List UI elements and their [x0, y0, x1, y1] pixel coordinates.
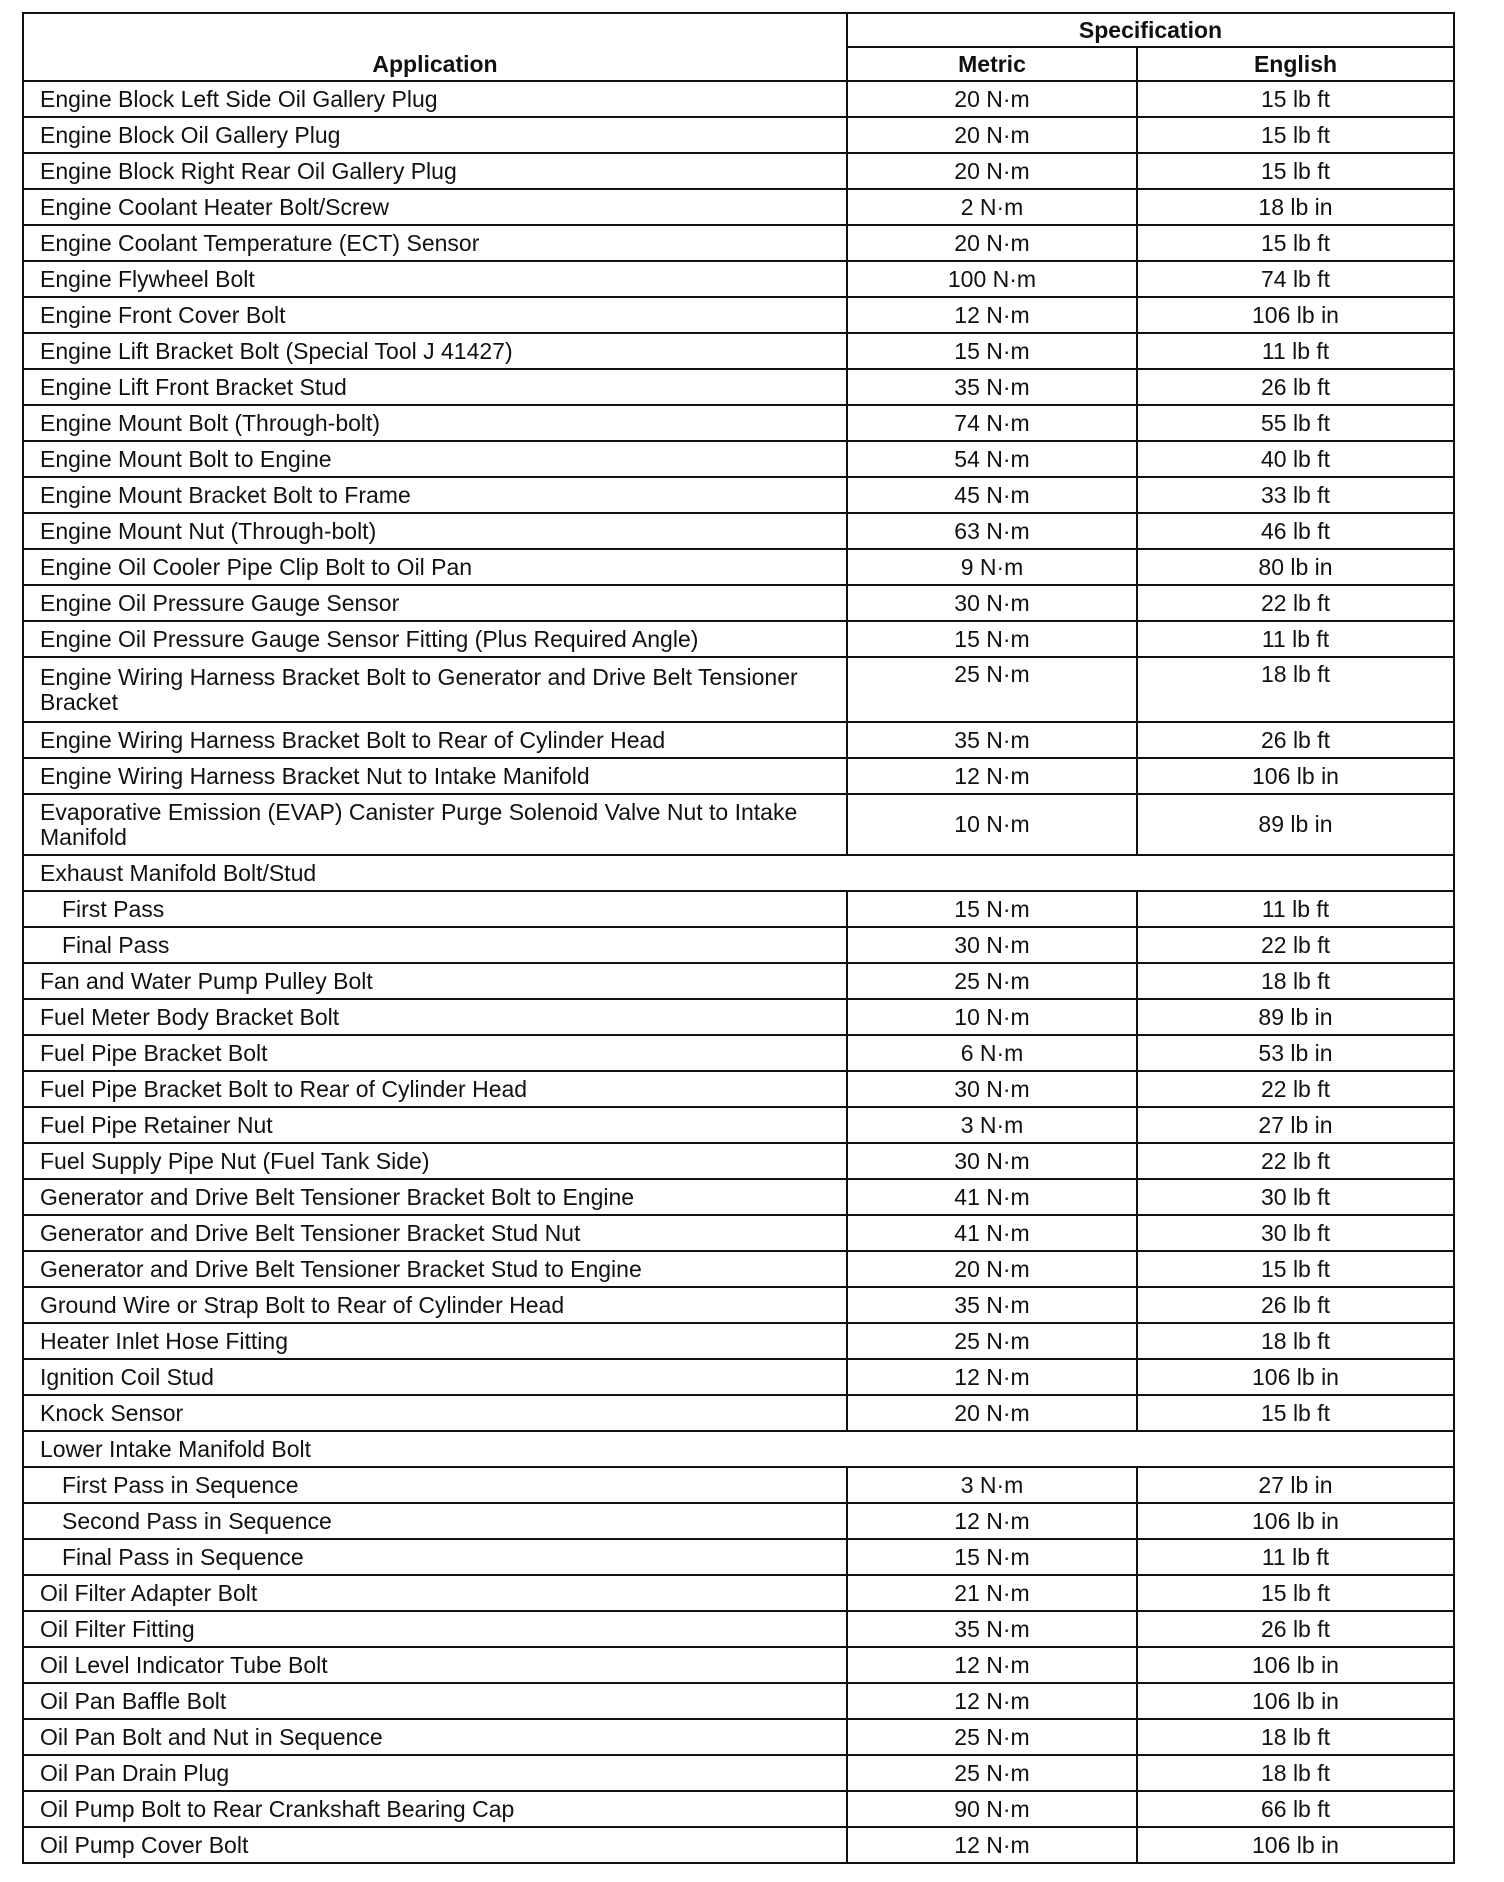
table-row: [23, 1359, 1454, 1395]
metric-cell: 30 N·m: [847, 927, 1137, 963]
application-cell: Engine Block Right Rear Oil Gallery Plug: [23, 153, 847, 189]
table-row: [23, 297, 1454, 333]
metric-cell: 74 N·m: [847, 405, 1137, 441]
english-cell: 27 lb in: [1137, 1107, 1454, 1143]
metric-cell: 12 N·m: [847, 1503, 1137, 1539]
english-cell: 11 lb ft: [1137, 621, 1454, 657]
metric-cell: 20 N·m: [847, 117, 1137, 153]
english-cell: 22 lb ft: [1137, 1071, 1454, 1107]
metric-cell: 20 N·m: [847, 1251, 1137, 1287]
application-cell: Engine Coolant Heater Bolt/Screw: [23, 189, 847, 225]
english-cell: 66 lb ft: [1137, 1791, 1454, 1827]
english-cell: 55 lb ft: [1137, 405, 1454, 441]
table-row: [23, 369, 1454, 405]
application-cell: Engine Front Cover Bolt: [23, 297, 847, 333]
metric-cell: 12 N·m: [847, 758, 1137, 794]
application-cell: Generator and Drive Belt Tensioner Bracket Stud Nut: [23, 1215, 847, 1251]
metric-cell: 15 N·m: [847, 1539, 1137, 1575]
table-row: [23, 1143, 1454, 1179]
table-row: [23, 1071, 1454, 1107]
metric-cell: 100 N·m: [847, 261, 1137, 297]
application-cell: Fuel Pipe Bracket Bolt to Rear of Cylinder Head: [23, 1071, 847, 1107]
application-cell: Engine Wiring Harness Bracket Bolt to Rear of Cylinder Head: [23, 722, 847, 758]
metric-cell: 9 N·m: [847, 549, 1137, 585]
english-cell: 15 lb ft: [1137, 1251, 1454, 1287]
table-row: [23, 441, 1454, 477]
application-cell: Ignition Coil Stud: [23, 1359, 847, 1395]
english-cell: 11 lb ft: [1137, 1539, 1454, 1575]
application-cell: Engine Oil Pressure Gauge Sensor Fitting (Plus Required Angle): [23, 621, 847, 657]
application-cell: Engine Lift Bracket Bolt (Special Tool J 41427): [23, 333, 847, 369]
english-cell: 27 lb in: [1137, 1467, 1454, 1503]
table-row: [23, 1719, 1454, 1755]
application-cell: Oil Pan Drain Plug: [23, 1755, 847, 1791]
application-cell: Engine Mount Bracket Bolt to Frame: [23, 477, 847, 513]
application-cell: Engine Oil Pressure Gauge Sensor: [23, 585, 847, 621]
table-row: [23, 891, 1454, 927]
table-row: [23, 477, 1454, 513]
metric-cell: 45 N·m: [847, 477, 1137, 513]
table-row: [23, 1215, 1454, 1251]
table-header: [23, 13, 1454, 81]
metric-cell: 12 N·m: [847, 1359, 1137, 1395]
english-cell: 15 lb ft: [1137, 1395, 1454, 1431]
metric-column-header: Metric: [847, 47, 1137, 81]
metric-cell: 25 N·m: [847, 1323, 1137, 1359]
english-cell: 26 lb ft: [1137, 722, 1454, 758]
english-cell: 15 lb ft: [1137, 117, 1454, 153]
english-cell: 106 lb in: [1137, 1503, 1454, 1539]
application-cell: Fuel Pipe Bracket Bolt: [23, 1035, 847, 1071]
english-cell: 53 lb in: [1137, 1035, 1454, 1071]
table-row: [23, 1251, 1454, 1287]
application-cell: Second Pass in Sequence: [23, 1503, 847, 1539]
metric-cell: 20 N·m: [847, 153, 1137, 189]
metric-cell: 25 N·m: [847, 657, 1137, 722]
english-cell: 18 lb ft: [1137, 1719, 1454, 1755]
english-cell: 11 lb ft: [1137, 333, 1454, 369]
english-cell: 15 lb ft: [1137, 1575, 1454, 1611]
table-row: [23, 333, 1454, 369]
application-cell: First Pass in Sequence: [23, 1467, 847, 1503]
english-cell: 106 lb in: [1137, 297, 1454, 333]
english-cell: 30 lb ft: [1137, 1179, 1454, 1215]
metric-cell: 30 N·m: [847, 1143, 1137, 1179]
metric-cell: 21 N·m: [847, 1575, 1137, 1611]
metric-cell: 54 N·m: [847, 441, 1137, 477]
application-cell: Final Pass: [23, 927, 847, 963]
application-cell: Engine Flywheel Bolt: [23, 261, 847, 297]
table-row: [23, 1179, 1454, 1215]
application-cell: First Pass: [23, 891, 847, 927]
metric-cell: 41 N·m: [847, 1179, 1137, 1215]
english-cell: 33 lb ft: [1137, 477, 1454, 513]
metric-cell: 35 N·m: [847, 722, 1137, 758]
application-cell: Oil Pan Baffle Bolt: [23, 1683, 847, 1719]
header-row-top: [23, 13, 1454, 47]
metric-cell: 3 N·m: [847, 1467, 1137, 1503]
table-row: [23, 261, 1454, 297]
metric-cell: 15 N·m: [847, 333, 1137, 369]
metric-cell: 12 N·m: [847, 1647, 1137, 1683]
table-row: [23, 999, 1454, 1035]
english-cell: 15 lb ft: [1137, 153, 1454, 189]
metric-cell: 3 N·m: [847, 1107, 1137, 1143]
table-row: [23, 1287, 1454, 1323]
metric-cell: 35 N·m: [847, 369, 1137, 405]
application-cell: Engine Block Left Side Oil Gallery Plug: [23, 81, 847, 117]
table-row: [23, 657, 1454, 722]
table-row: [23, 1755, 1454, 1791]
metric-cell: 90 N·m: [847, 1791, 1137, 1827]
application-cell: Oil Filter Adapter Bolt: [23, 1575, 847, 1611]
table-row: [23, 758, 1454, 794]
table-row: [23, 1035, 1454, 1071]
english-cell: 18 lb ft: [1137, 1323, 1454, 1359]
table-group-row: [23, 855, 1454, 891]
application-cell: Exhaust Manifold Bolt/Stud: [23, 855, 1454, 891]
english-cell: 30 lb ft: [1137, 1215, 1454, 1251]
table-row: [23, 1539, 1454, 1575]
application-cell: Heater Inlet Hose Fitting: [23, 1323, 847, 1359]
application-cell: Oil Pump Bolt to Rear Crankshaft Bearing Cap: [23, 1791, 847, 1827]
table-group-row: [23, 1431, 1454, 1467]
table-row: [23, 963, 1454, 999]
english-cell: 26 lb ft: [1137, 1287, 1454, 1323]
english-cell: 18 lb ft: [1137, 963, 1454, 999]
table-row: [23, 1647, 1454, 1683]
table-row: [23, 189, 1454, 225]
application-cell: Engine Lift Front Bracket Stud: [23, 369, 847, 405]
metric-cell: 35 N·m: [847, 1611, 1137, 1647]
metric-cell: 10 N·m: [847, 794, 1137, 855]
english-cell: 22 lb ft: [1137, 927, 1454, 963]
application-cell: Generator and Drive Belt Tensioner Bracket Stud to Engine: [23, 1251, 847, 1287]
application-cell: Generator and Drive Belt Tensioner Bracket Bolt to Engine: [23, 1179, 847, 1215]
english-column-header: English: [1137, 47, 1454, 81]
english-cell: 26 lb ft: [1137, 1611, 1454, 1647]
metric-cell: 35 N·m: [847, 1287, 1137, 1323]
table-row: [23, 1791, 1454, 1827]
table-row: [23, 81, 1454, 117]
metric-cell: 30 N·m: [847, 1071, 1137, 1107]
english-cell: 18 lb ft: [1137, 1755, 1454, 1791]
english-cell: 15 lb ft: [1137, 81, 1454, 117]
table-row: [23, 585, 1454, 621]
table-row: [23, 1323, 1454, 1359]
application-column-header: Application: [23, 13, 847, 81]
english-cell: 22 lb ft: [1137, 1143, 1454, 1179]
application-cell: Evaporative Emission (EVAP) Canister Purge Solenoid Valve Nut to Intake Manifold: [23, 794, 847, 855]
application-cell: Oil Pump Cover Bolt: [23, 1827, 847, 1863]
application-cell: Engine Wiring Harness Bracket Bolt to Generator and Drive Belt Tensioner Bracket: [23, 657, 847, 722]
application-cell: Engine Wiring Harness Bracket Nut to Intake Manifold: [23, 758, 847, 794]
english-cell: 106 lb in: [1137, 1359, 1454, 1395]
metric-cell: 2 N·m: [847, 189, 1137, 225]
application-cell: Fan and Water Pump Pulley Bolt: [23, 963, 847, 999]
application-cell: Engine Mount Nut (Through-bolt): [23, 513, 847, 549]
metric-cell: 10 N·m: [847, 999, 1137, 1035]
table-row: [23, 405, 1454, 441]
english-cell: 18 lb ft: [1137, 657, 1454, 722]
metric-cell: 20 N·m: [847, 1395, 1137, 1431]
english-cell: 106 lb in: [1137, 758, 1454, 794]
application-cell: Fuel Supply Pipe Nut (Fuel Tank Side): [23, 1143, 847, 1179]
metric-cell: 25 N·m: [847, 1755, 1137, 1791]
english-cell: 106 lb in: [1137, 1647, 1454, 1683]
torque-spec-table: [22, 12, 1455, 1864]
english-cell: 74 lb ft: [1137, 261, 1454, 297]
application-cell: Engine Block Oil Gallery Plug: [23, 117, 847, 153]
application-cell: Engine Mount Bolt to Engine: [23, 441, 847, 477]
application-cell: Oil Filter Fitting: [23, 1611, 847, 1647]
table-row: [23, 722, 1454, 758]
english-cell: 22 lb ft: [1137, 585, 1454, 621]
table-row: [23, 1827, 1454, 1863]
table-row: [23, 621, 1454, 657]
english-cell: 26 lb ft: [1137, 369, 1454, 405]
english-cell: 15 lb ft: [1137, 225, 1454, 261]
application-cell: Fuel Meter Body Bracket Bolt: [23, 999, 847, 1035]
table-row: [23, 549, 1454, 585]
metric-cell: 20 N·m: [847, 81, 1137, 117]
english-cell: 40 lb ft: [1137, 441, 1454, 477]
specification-column-header: Specification: [847, 13, 1454, 47]
application-cell: Oil Pan Bolt and Nut in Sequence: [23, 1719, 847, 1755]
metric-cell: 12 N·m: [847, 1827, 1137, 1863]
application-cell: Oil Level Indicator Tube Bolt: [23, 1647, 847, 1683]
english-cell: 89 lb in: [1137, 999, 1454, 1035]
metric-cell: 25 N·m: [847, 963, 1137, 999]
metric-cell: 63 N·m: [847, 513, 1137, 549]
english-cell: 106 lb in: [1137, 1827, 1454, 1863]
metric-cell: 30 N·m: [847, 585, 1137, 621]
application-cell: Engine Mount Bolt (Through-bolt): [23, 405, 847, 441]
application-cell: Final Pass in Sequence: [23, 1539, 847, 1575]
table-row: [23, 153, 1454, 189]
metric-cell: 6 N·m: [847, 1035, 1137, 1071]
table-row: [23, 1683, 1454, 1719]
application-cell: Engine Coolant Temperature (ECT) Sensor: [23, 225, 847, 261]
table-row: [23, 225, 1454, 261]
application-cell: Ground Wire or Strap Bolt to Rear of Cylinder Head: [23, 1287, 847, 1323]
english-cell: 89 lb in: [1137, 794, 1454, 855]
application-cell: Engine Oil Cooler Pipe Clip Bolt to Oil Pan: [23, 549, 847, 585]
metric-cell: 12 N·m: [847, 297, 1137, 333]
english-cell: 106 lb in: [1137, 1683, 1454, 1719]
table-row: [23, 927, 1454, 963]
english-cell: 18 lb in: [1137, 189, 1454, 225]
table-row: [23, 1467, 1454, 1503]
table-row: [23, 1611, 1454, 1647]
metric-cell: 15 N·m: [847, 891, 1137, 927]
table-row: [23, 1107, 1454, 1143]
metric-cell: 41 N·m: [847, 1215, 1137, 1251]
table-row: [23, 1395, 1454, 1431]
english-cell: 46 lb ft: [1137, 513, 1454, 549]
table-row: [23, 1575, 1454, 1611]
table-row: [23, 513, 1454, 549]
metric-cell: 20 N·m: [847, 225, 1137, 261]
table-row: [23, 794, 1454, 855]
english-cell: 80 lb in: [1137, 549, 1454, 585]
metric-cell: 15 N·m: [847, 621, 1137, 657]
application-cell: Fuel Pipe Retainer Nut: [23, 1107, 847, 1143]
application-cell: Knock Sensor: [23, 1395, 847, 1431]
metric-cell: 12 N·m: [847, 1683, 1137, 1719]
table-row: [23, 1503, 1454, 1539]
table-row: [23, 117, 1454, 153]
metric-cell: 25 N·m: [847, 1719, 1137, 1755]
application-cell: Lower Intake Manifold Bolt: [23, 1431, 1454, 1467]
english-cell: 11 lb ft: [1137, 891, 1454, 927]
table-body: [23, 81, 1454, 1863]
